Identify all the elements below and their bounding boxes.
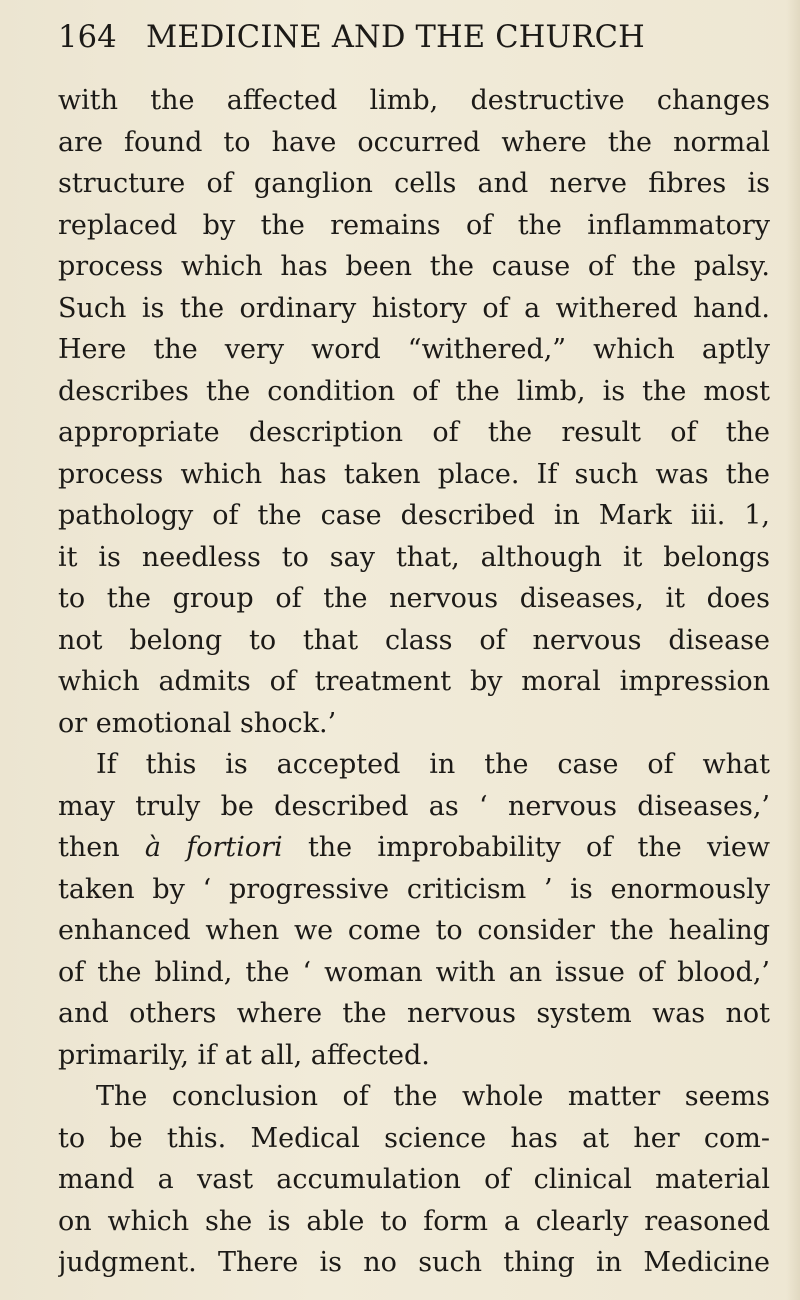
text-line: judgment. There is no such thing in Medicine — [58, 1247, 770, 1278]
text-line: with the affected limb, destructive changes — [58, 85, 770, 116]
text-line: to the group of the nervous diseases, it does — [58, 583, 770, 614]
text-line: Such is the ordinary history of a withered hand. — [58, 292, 770, 324]
text-line: and others where the nervous system was not — [58, 998, 770, 1029]
running-title: MEDICINE AND THE CHURCH — [146, 20, 645, 55]
line-remainder: the improbability of the view — [307, 832, 770, 863]
text-line: replaced by the remains of the inflammatory — [58, 209, 770, 241]
page-number: 164 — [58, 20, 117, 55]
text-line: are found to have occurred where the normal — [58, 126, 770, 158]
body-text — [58, 80, 770, 1284]
text-line: Here the very word “withered,” which aptly — [58, 334, 770, 365]
line-prefix: then — [58, 832, 120, 863]
text-line: pathology of the case described in Mark iii. 1, — [58, 500, 770, 531]
text-line: of the blind, the ‘ woman with an issue of blood,’ — [58, 956, 770, 988]
text-line: not belong to that class of nervous disease — [58, 624, 770, 656]
paragraph-end-line: or emotional shock.’ — [58, 707, 337, 739]
text-line: enhanced when we come to consider the healing — [58, 915, 770, 946]
text-line: appropriate description of the result of the — [58, 417, 770, 448]
page-edge-shadow — [786, 0, 800, 1300]
text-line: describes the condition of the limb, is the most — [58, 375, 770, 407]
paragraph-start-line: The conclusion of the whole matter seems — [96, 1081, 770, 1112]
paragraph-end-line: primarily, if at all, affected. — [58, 1039, 430, 1071]
text-line: mand a vast accumulation of clinical material — [58, 1164, 770, 1195]
text-line: may truly be described as ‘ nervous diseases,’ — [58, 790, 770, 822]
text-line: structure of ganglion cells and nerve fibres is — [58, 168, 770, 199]
text-line: taken by ‘ progressive criticism ’ is enormously — [58, 873, 770, 905]
text-line-with-italic — [58, 827, 770, 869]
text-line: process which has taken place. If such was the — [58, 458, 770, 490]
paragraph-start-line: If this is accepted in the case of what — [96, 749, 770, 780]
italic-phrase: à fortiori — [144, 832, 283, 863]
text-line: process which has been the cause of the palsy. — [58, 251, 770, 282]
running-head — [58, 14, 758, 62]
text-line: to be this. Medical science has at her com- — [58, 1122, 770, 1154]
text-line: on which she is able to form a clearly reasoned — [58, 1205, 770, 1237]
text-line: which admits of treatment by moral impression — [58, 666, 770, 697]
text-line: it is needless to say that, although it belongs — [58, 541, 770, 573]
